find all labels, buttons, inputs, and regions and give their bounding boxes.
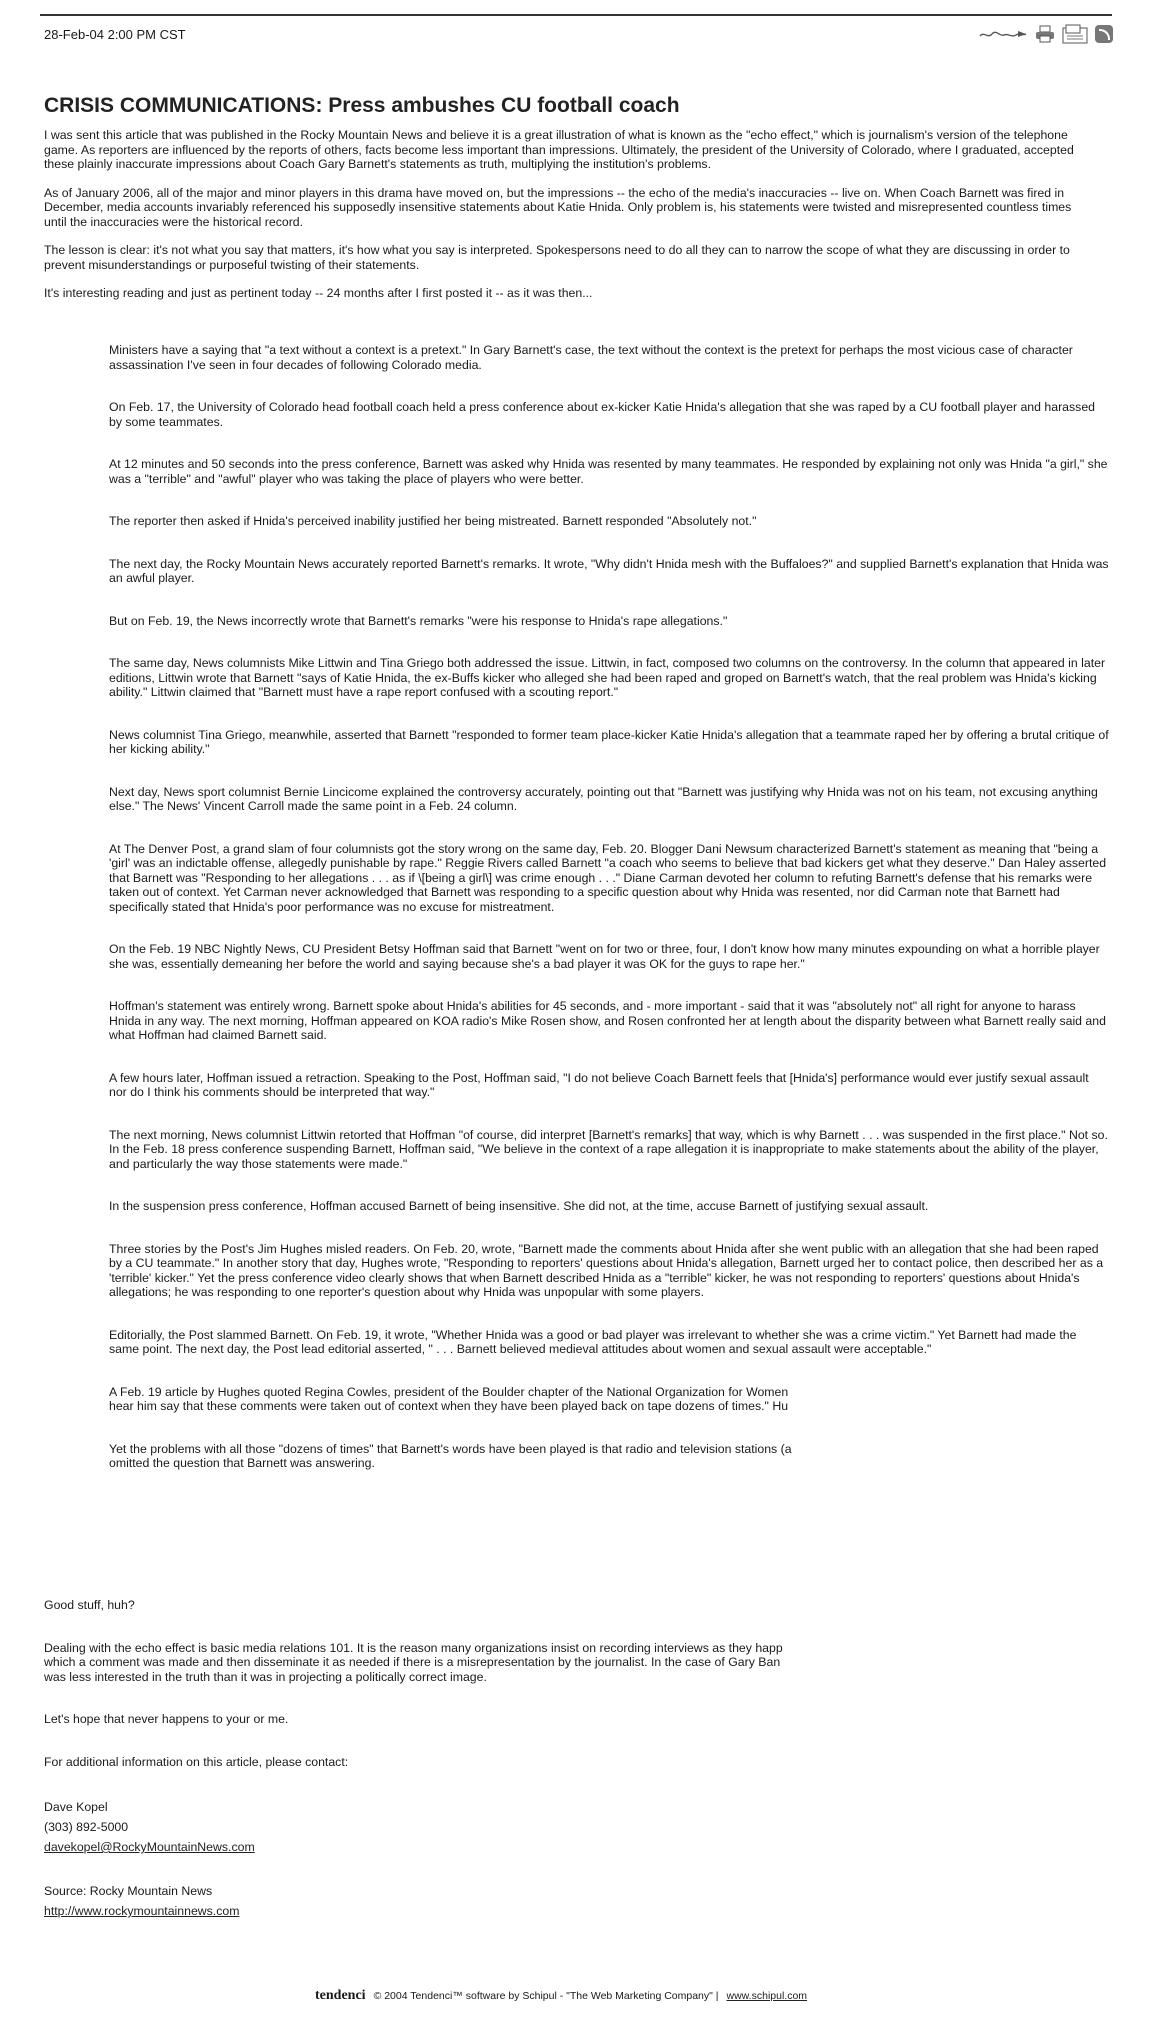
- quote-paragraph: The same day, News columnists Mike Littwin and Tina Griego both addressed the issue. Littwin, in fact, composed two columns on the controversy. In the column that appeared in later editions, Littwin wrote that Barnett "says of Katie Hnida, the ex-Buffs kicker who alleged she had been raped and groped on Barnett's watch, that the real problem was Hnida's kicking ability." Littwin claimed that "Barnett must have a rape report confused with a scouting report.": [109, 656, 1106, 699]
- quoted-article: [109, 343, 1109, 1499]
- source-label: Source: Rocky Mountain News: [44, 1884, 213, 1898]
- contact-phone: (303) 892-5000: [44, 1820, 129, 1834]
- clipped-line: A Feb. 19 article by Hughes quoted Regina Cowles, president of the Boulder chapter of the National Organization for Women: [109, 1384, 789, 1399]
- quote-paragraph: At 12 minutes and 50 seconds into the press conference, Barnett was asked why Hnida was resented by many teammates. He responded by explaining not only was Hnida "a girl," she was a "terrible" and "awful" player who was taking the place of players who were better.: [109, 457, 1108, 486]
- page-footer: [315, 1988, 807, 2004]
- contact-email-link[interactable]: davekopel@RockyMountainNews.com: [44, 1840, 255, 1854]
- quote-paragraph: Ministers have a saying that "a text without a context is a pretext." In Gary Barnett's case, the text without the context is the pretext for perhaps the most vicious case of character assassination I've seen in four decades of following Colorado media.: [109, 343, 1073, 372]
- footer-text: © 2004 Tendenci™ software by Schipul - "The Web Marketing Company" |: [373, 1990, 719, 2002]
- quote-paragraph: The next day, the Rocky Mountain News accurately reported Barnett's remarks. It wrote, "Why didn't Hnida mesh with the Buffaloes?" and supplied Barnett's explanation that Hnida was an awful player.: [109, 556, 1109, 585]
- outro-paragraph: For additional information on this article, please contact:: [44, 1754, 349, 1769]
- toolbar: [978, 24, 1113, 44]
- outro-paragraph: Let's hope that never happens to your or me.: [44, 1712, 289, 1726]
- source-link[interactable]: http://www.rockymountainnews.com: [44, 1904, 240, 1918]
- clipped-line: hear him say that these comments were taken out of context when they have been played back on tape dozens of times." Hu: [109, 1399, 789, 1413]
- quote-paragraph: Three stories by the Post's Jim Hughes misled readers. On Feb. 20, wrote, "Barnett made the comments about Hnida after she went public with an allegation that she had been raped by a CU teammate." In another story that day, Hughes wrote, "Responding to reporters' questions about Hnida's allegation, Barnett urged her to contact police, then described her as a 'terrible' kicker." Yet the press conference video clearly shows that when Barnett described Hnida as a "terrible" kicker, he was not responding to reporters' questions about Hnida's allegations; he was responding to one reporter's question about why Hnida was unpopular with some players.: [109, 1241, 1104, 1299]
- quote-paragraph-clipped: [109, 1385, 879, 1414]
- footer-link[interactable]: www.schipul.com: [726, 1990, 808, 2002]
- quote-paragraph: Hoffman's statement was entirely wrong. Barnett spoke about Hnida's abilities for 45 seconds, and - more important - said that it was "absolutely not" all right for anyone to harass Hnida in any way. The next morning, Hoffman appeared on KOA radio's Mike Rosen show, and Rosen confronted her at length about the disparity between what Barnett really said and what Hoffman had claimed Barnett said.: [109, 999, 1106, 1042]
- clipped-line: which a comment was made and then disseminate it as needed if there is a misrepresentation by the journalist. In the case of Gary Ban: [44, 1655, 781, 1669]
- quote-paragraph: But on Feb. 19, the News incorrectly wrote that Barnett's remarks "were his response to Hnida's rape allegations.": [109, 613, 728, 628]
- quote-paragraph: The next morning, News columnist Littwin retorted that Hoffman "of course, did interpret [Barnett's remarks] that way, which is why Barnett . . . was suspended in the first place." Not so. In the Feb. 18 press conference suspending Barnett, Hoffman said, "We believe in the context of a rape allegation it is inappropriate to make statements about the ability of the player, and particularly the way those statements were made.": [109, 1127, 1108, 1171]
- article-outro: [44, 1598, 1084, 1945]
- intro-paragraph: As of January 2006, all of the major and minor players in this drama have moved on, but the impressions -- the echo of the media's inaccuracies -- live on. When Coach Barnett was fired in December, media accounts invariably referenced his supposedly insensitive statements about Katie Hnida. Only problem is, his statements were twisted and misrepresented countless times until the inaccuracies were the historical record.: [44, 185, 1072, 229]
- quote-paragraph: In the suspension press conference, Hoffman accused Barnett of being insensitive. She did not, at the time, accuse Barnett of justifying sexual assault.: [109, 1199, 929, 1213]
- tendenci-logo: tendenci: [315, 1988, 366, 2003]
- top-rule: [40, 14, 1112, 16]
- article-title: CRISIS COMMUNICATIONS: Press ambushes CU football coach: [44, 94, 680, 117]
- intro-paragraph: It's interesting reading and just as pertinent today -- 24 months after I first posted it -- as it was then...: [44, 286, 593, 300]
- clipped-line: was less interested in the truth than it was in projecting a politically correct image.: [44, 1669, 487, 1684]
- article-intro: [44, 128, 1084, 315]
- quote-paragraph: On the Feb. 19 NBC Nightly News, CU President Betsy Hoffman said that Barnett "went on for two or three, four, I don't know how many minutes expounding on what a horrible player she was, essentially demeaning her before the world and saying because she's a bad player it was OK for the guys to rape her.": [109, 942, 1100, 971]
- clipped-line: Yet the problems with all those "dozens of times" that Barnett's words have been played is that radio and television stations (a: [109, 1441, 792, 1456]
- print-icon[interactable]: [1035, 25, 1055, 43]
- outro-paragraph-clipped: [44, 1641, 879, 1685]
- quote-paragraph-clipped: [109, 1442, 879, 1471]
- quote-paragraph: At The Denver Post, a grand slam of four columnists got the story wrong on the same day, Feb. 20. Blogger Dani Newsum characterized Barnett's statement as meaning that "being a 'girl' was an indictable offense, allegedly punishable by rape." Reggie Rivers called Barnett "a coach who seems to believe that bad kickers get what they deserve." Dan Haley asserted that Barnett was "Responding to her allegations . . . as if \[being a girl\] was crime enough . . ." Diane Carman devoted her column to refuting Barnett's defense that his remarks were taken out of context. Yet Carman never acknowledged that Barnett was responding to a specific question about why Hnida was resented, nor did Carman note that Barnett had specifically stated that Hnida's poor performance was no excuse for mistreatment.: [109, 841, 1107, 914]
- rss-icon[interactable]: [1095, 25, 1113, 43]
- contact-block: [44, 1797, 1084, 1857]
- quote-paragraph: Next day, News sport columnist Bernie Lincicome explained the controversy accurately, pointing out that "Barnett was justifying why Hnida was not on his team, not excusing anything else." The News' Vincent Carroll made the same point in a Feb. 24 column.: [109, 784, 1098, 813]
- quote-paragraph: News columnist Tina Griego, meanwhile, asserted that Barnett "responded to former team place-kicker Katie Hnida's allegation that a teammate raped her by offering a brutal critique of her kicking ability.": [109, 727, 1109, 756]
- quote-paragraph: A few hours later, Hoffman issued a retraction. Speaking to the Post, Hoffman said, "I do not believe Coach Barnett feels that [Hnida's] performance would ever justify sexual assault nor do I think his comments should be interpreted that way.": [109, 1070, 1089, 1099]
- clipped-line: omitted the question that Barnett was answering.: [109, 1456, 375, 1470]
- quote-paragraph: Editorially, the Post slammed Barnett. On Feb. 19, it wrote, "Whether Hnida was a good or bad player was irrelevant to whether she was a crime victim." Yet Barnett had made the same point. The next day, the Post lead editorial asserted, " . . . Barnett believed medieval attitudes about women and sexual assault were acceptable.": [109, 1327, 1077, 1356]
- save-icon[interactable]: [1062, 24, 1088, 44]
- clipped-line: Dealing with the echo effect is basic media relations 101. It is the reason many organizations insist on recording interviews as they happ: [44, 1640, 783, 1655]
- outro-paragraph: Good stuff, huh?: [44, 1598, 135, 1612]
- contact-name: Dave Kopel: [44, 1800, 108, 1814]
- quote-paragraph: The reporter then asked if Hnida's perceived inability justified her being mistreated. Barnett responded "Absolutely not.": [109, 514, 757, 528]
- intro-paragraph: The lesson is clear: it's not what you say that matters, it's how what you say is interpreted. Spokespersons need to do all they can to narrow the scope of what they are discussing in order to prevent misunderstandings or purposeful twisting of their statements.: [44, 243, 1070, 272]
- intro-paragraph: I was sent this article that was published in the Rocky Mountain News and believe it is a great illustration of what is known as the "echo effect," which is journalism's version of the telephone game. As reporters are influenced by the reports of others, facts become less important than impressions. Ultimately, the president of the University of Colorado, where I graduated, accepted these plainly inaccurate impressions about Coach Gary Barnett's statements as truth, multiplying the institution's problems.: [44, 128, 1074, 171]
- email-icon[interactable]: [978, 27, 1028, 41]
- post-date: 28-Feb-04 2:00 PM CST: [44, 27, 186, 42]
- quote-paragraph: On Feb. 17, the University of Colorado head football coach held a press conference about ex-kicker Katie Hnida's allegation that she was raped by a CU football player and harassed by some teammates.: [109, 400, 1095, 429]
- source-block: [44, 1881, 1084, 1921]
